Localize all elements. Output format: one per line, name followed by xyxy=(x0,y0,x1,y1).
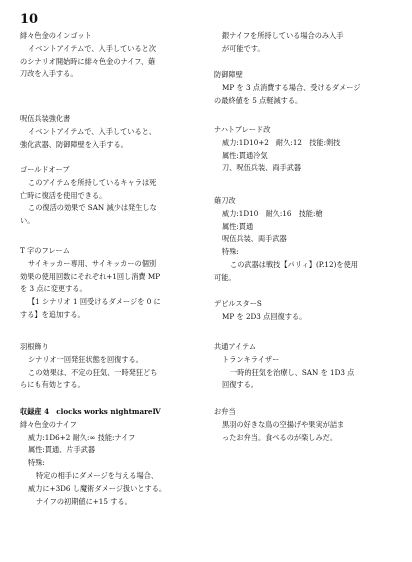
section-heading: 羽根飾り xyxy=(20,342,49,351)
body-line: のシナリオ開始時に緋々色金のナイフ、薙 xyxy=(20,56,156,66)
body-line: 威力に+3D6 し魔術ダメージ扱いとする。 xyxy=(28,483,167,493)
section-heading: 収録産 4 clocks works nightmareⅣ xyxy=(20,407,161,416)
body-line: 威力:1D10 耐久:16 技能:槍 xyxy=(222,208,323,218)
section-enhancement-book xyxy=(20,113,202,151)
body-line: 刀、呪伍兵装、両手武器 xyxy=(222,163,302,173)
section-heading: 薙刀改 xyxy=(214,196,236,205)
body-line: 一時的狂気を治療し、SAN を 1D3 点 xyxy=(230,367,355,377)
body-line: この効果は、不定の狂気、一時発狂どち xyxy=(28,367,158,377)
section-gold-orb xyxy=(20,164,202,228)
body-line: 可能。 xyxy=(214,272,236,282)
body-line: を 3 点に変更する。 xyxy=(20,284,87,294)
body-line: する】を追加する。 xyxy=(20,309,85,319)
section-heading: ゴールドオーブ xyxy=(20,165,70,174)
section-heading: お弁当 xyxy=(214,407,236,416)
section-nacht-blade-kai xyxy=(214,124,396,175)
body-line: 呪伍兵装、両手武器 xyxy=(222,234,287,244)
body-line: サイキッカー専用、サイキッカーの個別 xyxy=(28,258,157,268)
section-heading: T 字のフレーム xyxy=(20,246,70,255)
body-line: 効果の使用回数にそれぞれ+1回し消費 MP xyxy=(20,271,161,281)
body-line: 銀ナイフを所持している場合のみ入手 xyxy=(222,31,344,40)
body-line: 黒羽の好きな鳥の空揚げや果実が詰ま xyxy=(222,419,345,429)
body-line: MP を 2D3 点回復する。 xyxy=(222,311,307,321)
body-line: この復活の効果で SAN 減少は発生しな xyxy=(28,203,157,213)
section-heading: 呪伍兵装強化書 xyxy=(20,114,71,123)
section-heading: 防御障壁 xyxy=(214,70,243,79)
body-line: 強化武器、防御障壁を入手する。 xyxy=(20,139,128,149)
body-line: の最終値を 5 点軽減する。 xyxy=(214,95,303,105)
section-scenario-4 xyxy=(20,406,202,508)
body-line: 属性:貫通冷気 xyxy=(222,150,268,160)
body-line: 亡時に復活を使用できる。 xyxy=(20,190,107,200)
body-line: 属性:貫通 xyxy=(222,221,254,231)
section-bento xyxy=(214,406,396,444)
section-hihiirokane-ingot xyxy=(20,30,202,81)
body-line: 威力:1D6+2 耐久:∞ 技能:ナイフ xyxy=(28,432,136,442)
section-silver-knife-note xyxy=(214,30,396,56)
section-heading: デビルスターS xyxy=(214,299,262,308)
section-common-items xyxy=(214,341,396,392)
section-defense-barrier xyxy=(214,69,396,107)
body-line: トランキライザー xyxy=(222,354,280,364)
section-heading: ナハトブレード改 xyxy=(214,125,271,134)
body-line: 【1 シナリオ 1 回受けるダメージを 0 に xyxy=(28,297,161,307)
page-number: 10 xyxy=(20,12,39,27)
body-line: 緋々色金のナイフ xyxy=(20,419,77,429)
body-line: 特殊: xyxy=(222,247,239,257)
body-line: が可能です。 xyxy=(222,43,265,53)
body-line: 特殊: xyxy=(28,458,45,468)
section-naginata-kai xyxy=(214,195,396,285)
body-line: 属性:貫通、片手武器 xyxy=(28,445,96,455)
body-line: この武器は戦技【パリィ】(P.12)を使用 xyxy=(230,259,358,269)
section-devil-star-s xyxy=(214,298,396,324)
section-feather-ornament xyxy=(20,341,202,392)
body-line: 特定の相手にダメージを与える場合、 xyxy=(36,470,159,480)
body-line: 回復する。 xyxy=(222,380,258,390)
body-line: 刀改を入手する。 xyxy=(20,69,78,79)
body-line: ったお弁当。食べるのが楽しみだ。 xyxy=(222,432,338,442)
body-line: このアイテムを所持しているキャラは死 xyxy=(28,177,157,187)
body-line: い。 xyxy=(20,216,35,226)
body-line: ナイフの初期値に+15 する。 xyxy=(36,496,132,506)
body-line: らにも有効とする。 xyxy=(20,380,85,390)
section-heading: 共通アイテム xyxy=(214,342,257,351)
body-line: イベントアイテムで、入手していると、 xyxy=(28,126,157,136)
body-line: イベントアイテムで、入手していると次 xyxy=(28,43,157,53)
section-heading: 緋々色金のインゴット xyxy=(20,31,92,40)
body-line: MP を 3 点消費する場合、受けるダメージ xyxy=(222,82,361,92)
body-line: 威力:1D10+2 耐久:12 技能:剣技 xyxy=(222,137,341,147)
body-line: シナリオ一回発狂状態を回復する。 xyxy=(28,354,143,364)
section-t-frame xyxy=(20,245,202,322)
